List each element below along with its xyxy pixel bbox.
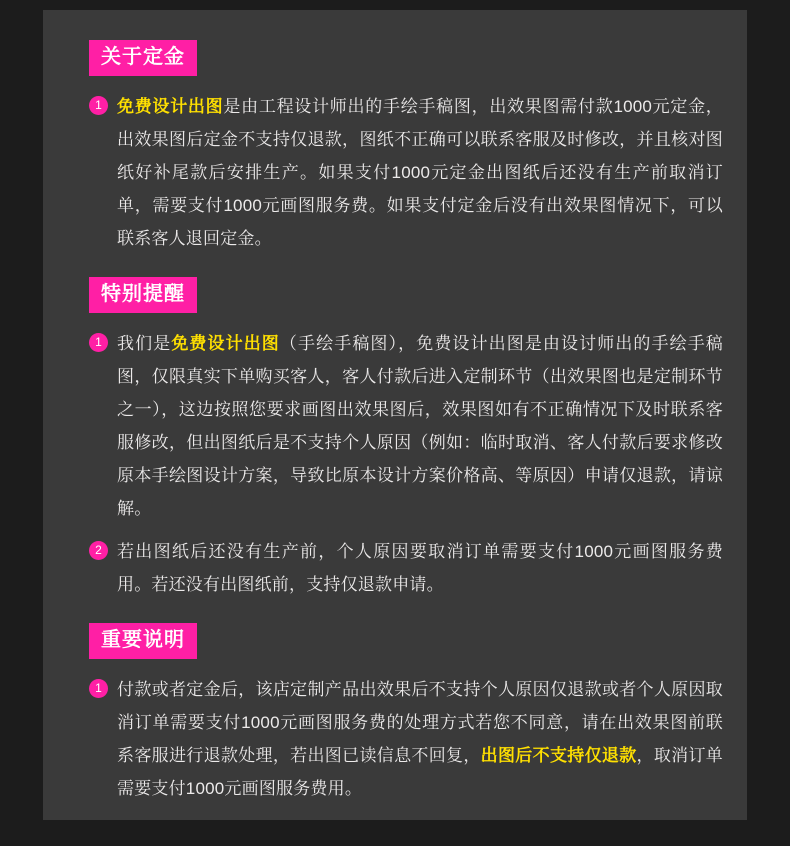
section-heading: 关于定金 [89,40,197,76]
section [67,265,723,601]
info-panel [43,10,747,820]
list-item [67,327,723,525]
text-run: 我们是 [117,334,172,353]
highlight-text: 免费设计出图 [117,97,224,116]
list-item [67,90,723,255]
paragraph-text [117,327,723,525]
list-item [67,535,723,601]
highlight-text: 出图后不支持仅退款 [480,746,637,765]
section-heading: 特别提醒 [89,277,197,313]
text-run: 是由工程设计师出的手绘手稿图，出效果图需付款1000元定金，出效果图后定金不支持仅退款，图纸不正确可以联系客服及时修改，并且核对图纸好补尾款后安排生产。如果支付1000元定金出图纸后还没有生产前取消订单，需要支付1000元画图服务费。如果支付定金后没有出效果图情况下，可以联系客人退回定金。 [117,97,723,248]
text-run: （手绘手稿图），免费设计出图是由设讨师出的手绘手稿图，仅限真实下单购买客人，客人付款后进入定制环节（出效果图也是定制环节之一），这边按照您要求画图出效果图后，效果图如有不正确情况下及时联系客服修改，但出图纸后是不支持个人原因（例如：临时取消、客人付款后要求修改原本手绘图设计方案，导致比原本设计方案价格高、等原因）申请仅退款，请谅解。 [117,334,724,518]
text-run: 若出图纸后还没有生产前，个人原因要取消订单需要支付1000元画图服务费用。若还没有出图纸前，支持仅退款申请。 [117,542,723,594]
list-marker-icon: 1 [89,679,108,698]
section [67,30,723,255]
list-item [67,673,723,805]
text-run: ，取消订单需要支付1000元画图服务费用。 [117,746,723,798]
highlight-text: 免费设计出图 [171,334,280,353]
list-marker-icon: 1 [89,333,108,352]
paragraph-text [117,90,723,255]
list-marker-icon: 1 [89,96,108,115]
paragraph-text [117,673,723,805]
section [67,611,723,805]
text-run: 付款或者定金后，该店定制产品出效果后不支持个人原因仅退款或者个人原因取消订单需要支付1000元画图服务费的处理方式若您不同意，请在出效果图前联系客服进行退款处理，若出图已读信息不回复， [117,680,723,765]
list-marker-icon: 2 [89,541,108,560]
paragraph-text [117,535,723,601]
section-heading: 重要说明 [89,623,197,659]
